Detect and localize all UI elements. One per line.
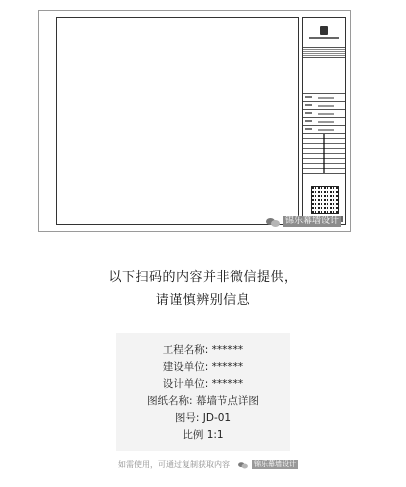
title-block-field [303, 110, 345, 118]
title-block-field [303, 94, 345, 102]
title-block-header-lines [303, 48, 345, 58]
notice-line-2: 请谨慎辨别信息 [155, 293, 251, 308]
wechat-icon [238, 461, 248, 468]
drawing-name: 图纸名称: 幕墙节点详图 [147, 395, 259, 407]
footer-watermark [236, 460, 298, 470]
drawing-number: 图号: JD-01 [174, 412, 232, 424]
footer [118, 459, 298, 470]
title-block-notes-area [303, 58, 345, 94]
watermark [266, 216, 341, 227]
scale: 比例 1:1 [182, 429, 224, 441]
watermark-text: 锦乐幕墙设计 [285, 216, 340, 226]
construction-unit: 建设单位: ****** [162, 361, 244, 373]
company-logo-icon [320, 26, 328, 35]
qr-code[interactable] [311, 186, 339, 214]
wechat-icon [266, 217, 280, 227]
design-unit: 设计单位: ****** [162, 378, 244, 390]
drawing-sheet [38, 10, 351, 232]
notice-line-1: 以下扫码的内容并非微信提供， [108, 270, 298, 285]
title-block-field [303, 118, 345, 126]
drawing-info-box [116, 333, 290, 451]
title-block-field [303, 126, 345, 134]
title-block-logo [303, 18, 345, 48]
project-name: 工程名称: ****** [162, 344, 244, 356]
footer-text: 如需使用，可通过复制获取内容 [118, 460, 230, 469]
drawing-frame [56, 17, 299, 225]
title-block-signature-grid [303, 134, 345, 174]
title-block [302, 17, 346, 225]
footer-watermark-text: 锦乐幕墙设计 [254, 460, 296, 468]
title-block-field [303, 102, 345, 110]
company-name-line [309, 37, 339, 39]
